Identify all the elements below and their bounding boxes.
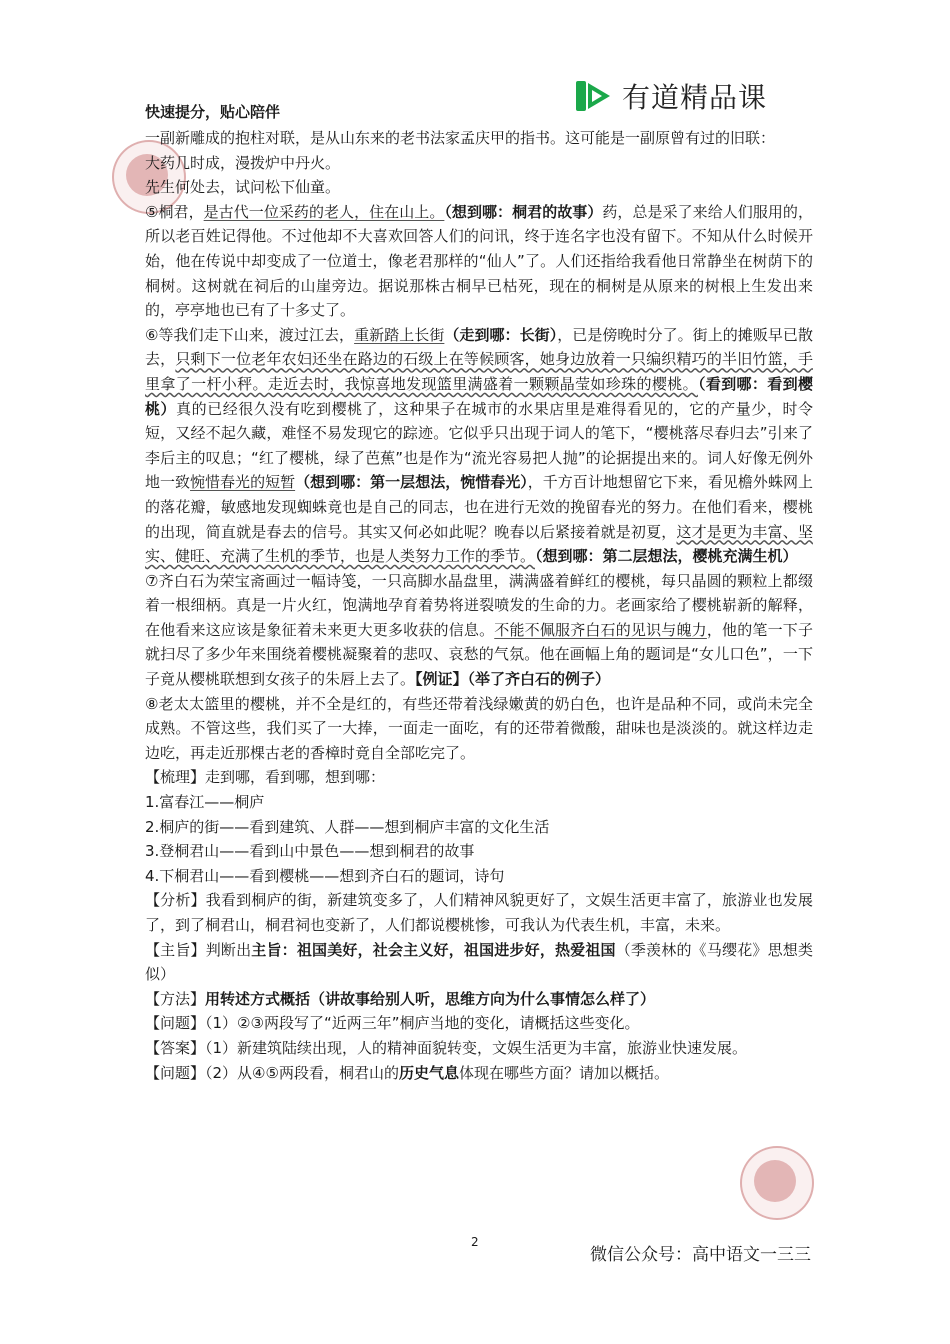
p6-text-2: 真的已经很久没有吃到樱桃了，这种果子在城市的水果店里是难得看见的，它的产量少，时令短，又经不起久藏，难怪不易发现它的踪迹。它似乎只出现于词人的笔下，“樱桃落尽春归去”引来了李后主的叹息；“红了樱桃，绿了芭蕉”也是作为“流光容易把人抛”的论据提出来的。词人好像无例外地一致 [145,399,813,492]
q2-text-2: 体现在哪些方面？请加以概括。 [458,1063,669,1082]
p6-underline-spring: 惋惜春光的短暂 [190,473,296,492]
theme-label: 【主旨】判断出 [145,940,252,959]
question-2 [145,1061,813,1086]
p6-lead: ⑥等我们走下山来，渡过江去， [145,325,355,344]
outline-item-4: 4.下桐君山——看到樱桃——想到齐白石的题词，诗句 [145,866,505,885]
p6-annotation-second-thought: （想到哪：第二层想法，樱桃充满生机） [535,547,798,566]
question-1: 【问题】（1）②③两段写了“近两三年”桐庐当地的变化，请概括这些变化。 [145,1014,640,1033]
paragraph-8: ⑧老太太篮里的樱桃，并不全是红的，有些还带着浅绿嫩黄的奶白色，也许是品种不同，或尚未完全成熟。不管这些，我们买了一大捧，一面走一面吃，有的还带着微酸，甜味也是淡淡的。就这样边走边吃，再走近那棵古老的香樟时竟自全部吃完了。 [145,694,813,762]
watermark-stamp-bottom [740,1146,814,1220]
slogan: 快速提分，贴心陪伴 [145,103,281,121]
couplet-line-2: 先生何处去，试问松下仙童。 [145,178,341,197]
theme-note: （季羡林的《马缨花》思想类似） [145,940,813,984]
q2-text-1: 【问题】（2）从④⑤两段看，桐君山的 [145,1063,399,1082]
play-book-icon [574,79,614,113]
logo-text: 有道精品课 [622,81,768,114]
p6-wavy-summer: 这才是更为丰富、坚实、健旺、充满了生机的季节，也是人类努力工作的季节。 [145,522,813,566]
document-body [145,126,813,1085]
p5-lead: ⑤桐君， [145,202,204,221]
p7-underline: 不能不佩服齐白石的见识与魄力 [494,620,707,639]
answer-1: 【答案】（1）新建筑陆续出现，人的精神面貌转变，文娱生活更为丰富，旅游业快速发展。 [145,1038,748,1057]
p5-body: 药，总是采了来给人们服用的，所以老百姓记得他。不过他却不大喜欢回答人们的问讯，终于连名字也没有留下。不知从什么时候开始，他在传说中却变成了一位道士，像老君那样的“仙人”了。人们还指给我看他日常静坐在树荫下的桐树。这树就在祠后的山崖旁边。据说那株古桐早已枯死，现在的桐树是从原来的树根上生发出来的，亭亭地也已有了十多丈了。 [145,202,813,320]
p6-annotation-street: （走到哪：长街） [444,325,558,344]
outline-item-2: 2.桐庐的街——看到建筑、人群——想到桐庐丰富的文化生活 [145,817,550,836]
section-outline: 【梳理】走到哪，看到哪，想到哪： [145,768,386,787]
section-analysis: 【分析】我看到桐庐的街，新建筑变多了，人们精神风貌更好了，文娱生活更丰富了，旅游业也发展了，到了桐君山，桐君祠也变新了，人们都说樱桃惨，可我认为代表生机，丰富，未来。 [145,891,813,934]
section-theme [145,938,813,987]
outline-item-1: 1.富春江——桐庐 [145,793,265,812]
paragraph-6 [145,323,813,569]
couplet-line-1: 大药几时成，漫拨炉中丹火。 [145,153,341,172]
method-label: 【方法】 [145,989,206,1008]
p5-annotation: （想到哪：桐君的故事） [444,202,603,221]
p6-text-1: ，已是傍晚时分了。街上的摊贩早已散去， [145,325,813,369]
p6-wavy-cherries: 只剩下一位老年农妇还坐在路边的石级上在等候顾客，她身边放着一只编织精巧的半旧竹篮，手里拿了一杆小秤。走近去时，我惊喜地发现篮里满盛着一颗颗晶莹如珍珠的樱桃。 [145,350,813,393]
section-method [145,987,813,1012]
outline-item-3: 3.登桐君山——看到山中景色——想到桐君的故事 [145,842,475,861]
p6-underline-street: 重新踏上长街 [354,325,445,344]
p6-annotation-cherries: （看到哪：看到樱桃） [145,374,813,418]
youdao-logo [574,76,767,116]
page-number: 2 [471,1235,479,1249]
p6-text-3: ，千方百计地想留它下来，看见檐外蛛网上的落花瓣，敏感地发现蜘蛛竟也是自己的同志，也在进行无效的挽留春光的努力。在他们看来，樱桃的出现，简直就是春去的信号。其实又何必如此呢？晚春以后紧接着就是初夏， [145,473,813,541]
paragraph-couplet-intro: 一副新雕成的抱柱对联，是从山东来的老书法家孟庆甲的指书。这可能是一副原曾有过的旧联： [145,129,776,147]
paragraph-7 [145,569,813,692]
method-bold: 用转述方式概括（讲故事给别人听，思维方向为什么事情怎么样了） [205,989,656,1008]
q2-bold: 历史气息 [398,1063,459,1082]
p5-underline: 是古代一位采药的老人，住在山上。 [203,202,445,221]
paragraph-5 [145,200,813,323]
p7-text-2: ，他的笔一下子就扫尽了多少年来围绕着樱桃凝聚着的悲叹、哀愁的气氛。他在画幅上角的题词是“女儿口色”，一下子竟从樱桃联想到女孩子的朱唇上去了。 [145,620,813,689]
p6-annotation-first-thought: （想到哪：第一层想法，惋惜春光） [295,473,528,492]
p7-text-1: ⑦齐白石为荣宝斋画过一幅诗笺，一只高脚水晶盘里，满满盛着鲜红的樱桃，每只晶圆的颗粒上都缀着一根细柄。真是一片火红，饱满地孕育着势将迸裂喷发的生命的力。老画家给了樱桃崭新的解释，在他看来这应该是象征着未来更大更多收获的信息。 [145,571,813,639]
theme-bold: 主旨：祖国美好，社会主义好，祖国进步好，热爱祖国 [251,940,616,959]
footer-wechat: 微信公众号：高中语文一三三 [590,1245,811,1265]
p7-annotation-example: 【例证】（举了齐白石的例子） [415,670,611,689]
